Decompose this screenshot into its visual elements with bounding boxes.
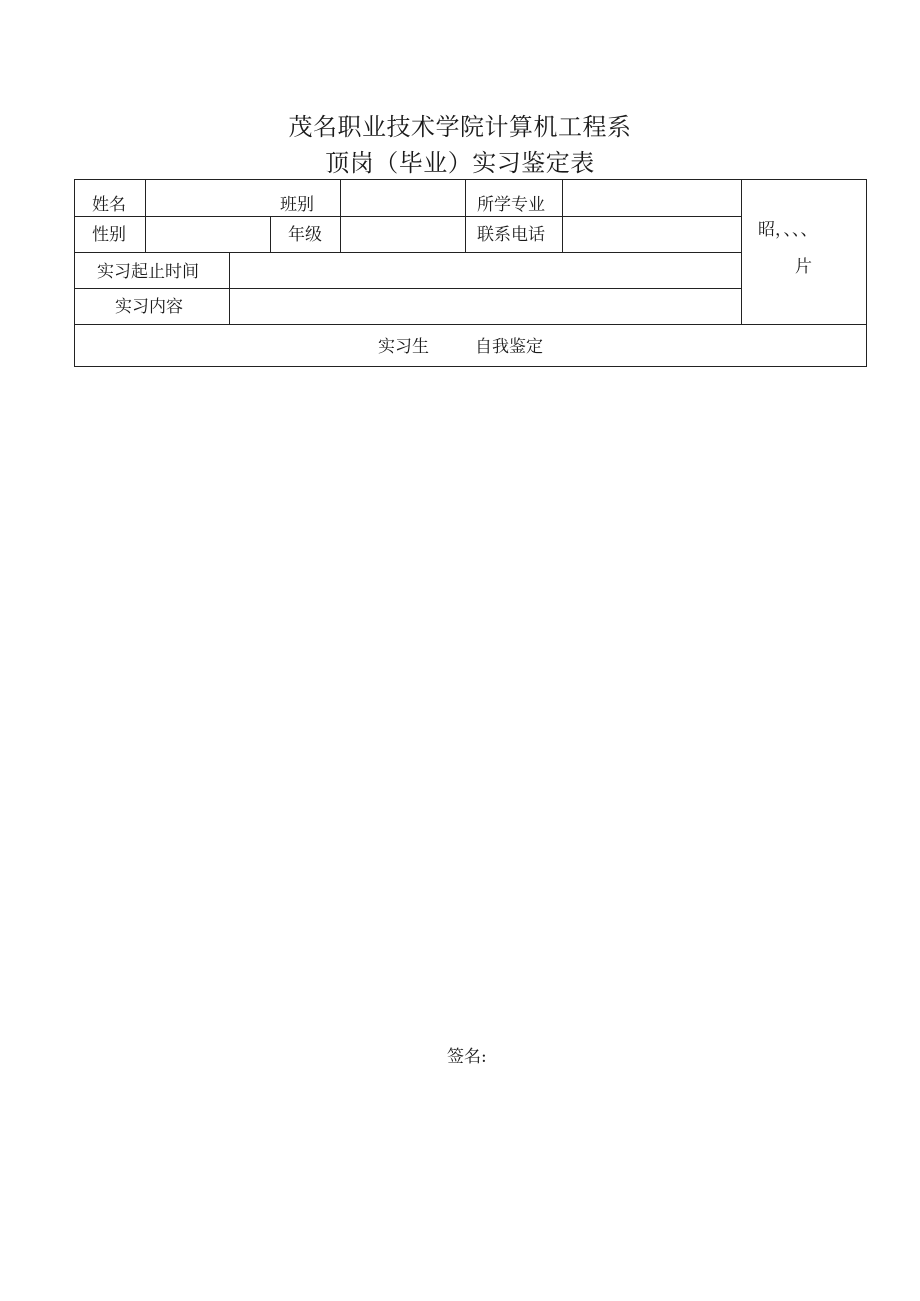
internship-content-label: 实习内容 — [115, 297, 183, 317]
self-evaluation-heading-part1: 实习生 — [378, 337, 429, 357]
col-divider-c — [340, 180, 341, 252]
name-field[interactable] — [151, 195, 263, 215]
gender-label: 性别 — [92, 225, 126, 245]
grade-label: 年级 — [288, 225, 322, 245]
grade-field[interactable] — [347, 225, 459, 245]
self-evaluation-heading-part2: 自我鉴定 — [475, 337, 543, 357]
major-field[interactable] — [569, 195, 734, 215]
col-divider-e — [562, 180, 563, 252]
col-divider-b — [270, 216, 271, 252]
col-divider-f — [229, 252, 230, 324]
row-divider-4 — [75, 324, 866, 325]
major-label: 所学专业 — [477, 195, 545, 215]
photo-placeholder-label: 昭，、、、 — [758, 220, 818, 240]
document-title: 茂名职业技术学院计算机工程系 — [288, 113, 632, 141]
signature-label: 签名: — [447, 1047, 487, 1067]
row-divider-3 — [75, 288, 741, 289]
phone-field[interactable] — [569, 225, 734, 245]
photo-placeholder-label-2: 片 — [795, 257, 812, 277]
phone-label: 联系电话 — [477, 225, 545, 245]
class-field[interactable] — [347, 195, 459, 215]
gender-field[interactable] — [151, 225, 263, 245]
document-subtitle: 顶岗（毕业）实习鉴定表 — [325, 149, 595, 177]
photo-column-divider — [741, 180, 742, 324]
row-divider-2 — [75, 252, 741, 253]
class-label: 班别 — [280, 195, 314, 215]
internship-period-field[interactable] — [237, 262, 732, 282]
internship-period-label: 实习起止时间 — [97, 262, 199, 282]
col-divider-d — [465, 180, 466, 252]
col-divider-a — [145, 180, 146, 252]
appraisal-form-table — [74, 179, 867, 367]
internship-content-field[interactable] — [237, 297, 732, 317]
row-divider-1 — [75, 216, 741, 217]
name-label: 姓名 — [92, 195, 126, 215]
